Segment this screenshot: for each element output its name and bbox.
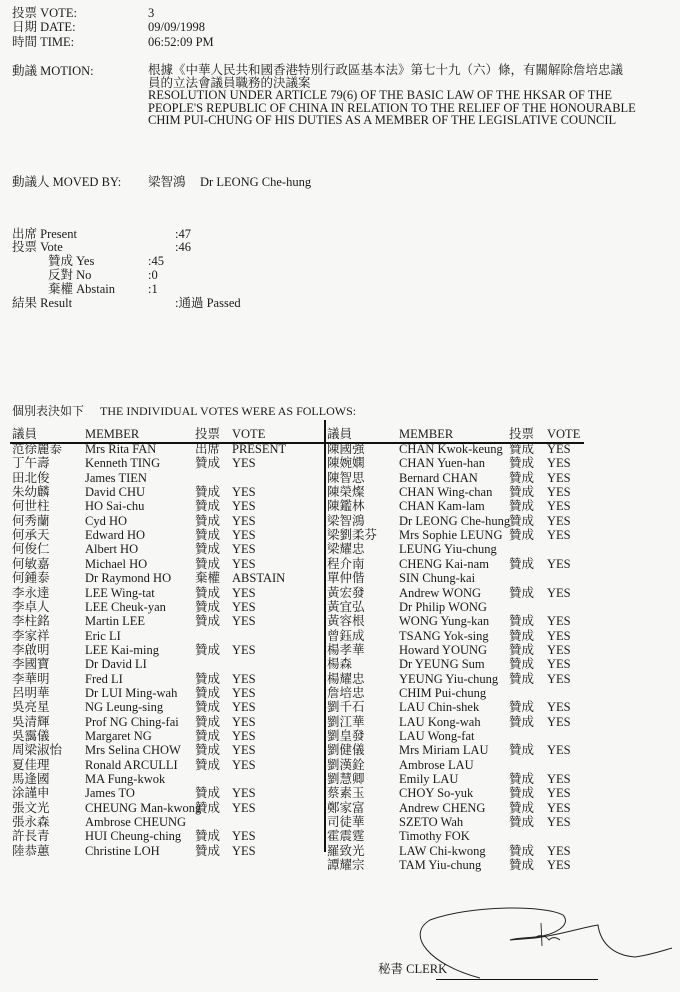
mover-name-cn: 梁智鴻 [148, 175, 186, 189]
member-name-cn: 黃容根 [327, 614, 365, 629]
member-name-en: CHENG Kai-nam [399, 556, 489, 571]
vote-value-en: YES [232, 671, 256, 686]
member-name-en: Dr Raymond HO [85, 571, 172, 586]
motion-line: 員的立法會議員職務的決議案 [148, 75, 311, 90]
vote-value-cn: 贊成 [509, 456, 535, 471]
member-name-en: SIN Chung-kai [399, 571, 476, 586]
col-header-member-en: MEMBER [85, 427, 140, 441]
member-name-en: Howard YOUNG [399, 642, 488, 657]
vote-value-en: YES [232, 556, 256, 571]
vote-value-en: YES [232, 528, 256, 543]
col-header-vote-cn: 投票 [195, 427, 221, 441]
member-name-en: Michael HO [85, 556, 148, 571]
member-name-cn: 劉健儀 [327, 743, 365, 758]
member-name-cn: 陳榮燦 [327, 485, 365, 500]
member-name-en: Andrew CHENG [399, 800, 486, 815]
member-name-cn: 單仲偕 [327, 571, 365, 586]
motion-label: 動議 MOTION: [12, 64, 94, 78]
vote-value-cn: 贊成 [195, 513, 221, 528]
vote-number-label: 投票 VOTE: [12, 6, 77, 20]
vote-value-cn: 贊成 [195, 714, 221, 729]
member-name-cn: 何承天 [12, 528, 50, 543]
member-name-cn: 何世柱 [12, 499, 50, 514]
vote-value-en: YES [547, 485, 571, 500]
member-name-cn: 劉漢銓 [327, 757, 365, 772]
vote-value-cn: 贊成 [509, 614, 535, 629]
vote-value-cn: 贊成 [195, 729, 221, 743]
vote-value-en: YES [547, 442, 571, 456]
member-name-cn: 涂謹申 [12, 786, 50, 801]
member-name-cn: 吳清輝 [12, 714, 50, 729]
vote-value-en: YES [232, 585, 256, 600]
vote-value-en: YES [232, 542, 256, 557]
member-name-cn: 黃宜弘 [327, 599, 365, 614]
abstain-label: 棄權 Abstain [48, 282, 116, 296]
member-name-en: YEUNG Yiu-chung [399, 671, 499, 686]
member-name-en: LAU Chin-shek [399, 700, 480, 715]
member-name-en: Ronald ARCULLI [85, 757, 178, 772]
member-name-cn: 陳國強 [327, 442, 365, 456]
member-name-cn: 鄭家富 [327, 800, 365, 815]
vote-value-en: YES [232, 714, 256, 729]
member-name-cn: 田北俊 [12, 470, 50, 485]
member-name-en: LAU Wong-fat [399, 729, 475, 743]
member-name-cn: 李國寶 [12, 657, 50, 672]
member-name-cn: 司徒華 [327, 815, 365, 830]
vote-value-cn: 贊成 [195, 671, 221, 686]
vote-value-en: YES [232, 700, 256, 715]
member-name-en: LAU Kong-wah [399, 714, 481, 729]
member-name-cn: 程介南 [327, 556, 365, 571]
member-name-cn: 李柱銘 [12, 614, 50, 629]
vote-value-cn: 贊成 [195, 585, 221, 600]
date-label: 日期 DATE: [12, 20, 76, 34]
member-name-en: Dr LUI Ming-wah [85, 685, 178, 700]
col-header-vote-en: VOTE [547, 427, 581, 441]
abstain-value: :1 [148, 282, 158, 296]
member-name-en: LEUNG Yiu-chung [399, 542, 497, 557]
yes-label: 贊成 Yes [48, 254, 95, 268]
vote-value-en: YES [547, 470, 571, 485]
member-name-cn: 李家祥 [12, 628, 50, 643]
member-name-cn: 周梁淑怡 [12, 743, 63, 758]
member-name-cn: 楊耀忠 [327, 671, 365, 686]
yes-value: :45 [148, 254, 164, 268]
result-value: :通過 Passed [175, 296, 241, 310]
vote-count-label: 投票 Vote [12, 240, 63, 254]
member-name-en: CHAN Kwok-keung [399, 442, 503, 456]
member-name-en: Christine LOH [85, 843, 160, 858]
vote-value-cn: 贊成 [195, 743, 221, 758]
member-name-cn: 張永森 [12, 815, 50, 830]
motion-line: PEOPLE'S REPUBLIC OF CHINA IN RELATION TO THE RELIEF OF THE HONOURABLE [148, 100, 636, 115]
vote-value-en: YES [232, 829, 256, 844]
vote-value-en: YES [232, 786, 256, 801]
member-name-en: David CHU [85, 485, 146, 500]
member-name-cn: 范徐麗泰 [12, 442, 63, 456]
vote-value-cn: 贊成 [195, 485, 221, 500]
vote-value-cn: 棄權 [195, 571, 221, 586]
member-name-en: James TO [85, 786, 135, 801]
member-name-en: James TIEN [85, 470, 147, 485]
motion-line: 根據《中華人民共和國香港特別行政區基本法》第七十九（六）條，有關解除詹培忠議 [148, 63, 624, 77]
vote-value-en: YES [232, 456, 256, 471]
member-name-en: Kenneth TING [85, 456, 161, 471]
vote-value-en: YES [547, 743, 571, 758]
vote-value-cn: 贊成 [509, 671, 535, 686]
member-name-en: Timothy FOK [399, 829, 470, 844]
present-value: :47 [175, 227, 191, 241]
table-heading-en: THE INDIVIDUAL VOTES WERE AS FOLLOWS: [100, 404, 357, 418]
member-name-en: Dr YEUNG Sum [399, 657, 485, 672]
member-name-cn: 陸恭蕙 [12, 843, 50, 858]
vote-value-en: YES [547, 528, 571, 543]
member-name-en: Mrs Miriam LAU [399, 743, 489, 758]
vote-value-en: YES [547, 513, 571, 528]
vote-value-en: YES [547, 499, 571, 514]
member-name-cn: 朱幼麟 [12, 485, 50, 500]
member-name-cn: 劉皇發 [327, 729, 365, 743]
vote-value-cn: 贊成 [509, 528, 535, 543]
member-name-en: Cyd HO [85, 513, 128, 528]
member-name-en: Dr David LI [85, 657, 147, 672]
member-name-cn: 李華明 [12, 671, 50, 686]
vote-value-cn: 贊成 [509, 499, 535, 514]
table-heading-cn: 個別表決如下 [12, 404, 85, 418]
vote-value-en: PRESENT [232, 442, 287, 456]
member-name-en: Emily LAU [399, 772, 459, 787]
member-name-en: SZETO Wah [399, 815, 464, 830]
vote-value-cn: 贊成 [195, 614, 221, 629]
member-name-cn: 馬逢國 [12, 772, 50, 787]
member-name-cn: 吳靄儀 [12, 729, 50, 743]
vote-value-cn: 出席 [195, 442, 221, 456]
member-name-en: WONG Yung-kan [399, 614, 490, 629]
vote-value-cn: 贊成 [509, 743, 535, 758]
member-name-cn: 楊森 [327, 657, 353, 672]
member-name-cn: 梁耀忠 [327, 542, 365, 557]
vote-value-en: YES [232, 599, 256, 614]
vote-value-en: YES [547, 628, 571, 643]
member-name-cn: 李永達 [12, 585, 50, 600]
member-name-en: LEE Cheuk-yan [85, 599, 166, 614]
member-name-cn: 許長青 [12, 829, 50, 844]
member-name-en: Ambrose LAU [399, 757, 474, 772]
member-name-en: CHEUNG Man-kwong [85, 800, 202, 815]
vote-value-en: YES [547, 456, 571, 471]
vote-number-value: 3 [148, 6, 155, 20]
member-name-en: Fred LI [85, 671, 123, 686]
member-name-cn: 何鍾泰 [12, 571, 50, 586]
member-name-en: LAW Chi-kwong [399, 843, 486, 858]
vote-value-cn: 贊成 [509, 772, 535, 787]
member-name-en: Eric LI [85, 628, 121, 643]
member-name-en: Mrs Selina CHOW [85, 743, 181, 758]
member-name-cn: 吳亮星 [12, 700, 50, 715]
vote-value-cn: 贊成 [195, 456, 221, 471]
vote-value-en: ABSTAIN [232, 571, 286, 586]
vote-count-value: :46 [175, 240, 191, 254]
vote-value-cn: 贊成 [195, 843, 221, 858]
member-name-cn: 丁午壽 [12, 456, 50, 471]
member-name-cn: 夏佳理 [12, 757, 50, 772]
vote-value-cn: 贊成 [509, 642, 535, 657]
member-name-en: Albert HO [85, 542, 139, 557]
member-name-en: Dr LEONG Che-hung [399, 513, 511, 528]
vote-value-cn: 贊成 [509, 470, 535, 485]
vote-value-en: YES [547, 556, 571, 571]
vote-value-cn: 贊成 [195, 556, 221, 571]
time-label: 時間 TIME: [12, 35, 75, 49]
member-name-cn: 詹培忠 [327, 685, 365, 700]
vote-value-cn: 贊成 [195, 642, 221, 657]
member-name-cn: 何敏嘉 [12, 556, 50, 571]
vote-value-cn: 贊成 [509, 485, 535, 500]
vote-value-en: YES [547, 714, 571, 729]
member-name-en: LEE Kai-ming [85, 642, 159, 657]
vote-value-en: YES [547, 800, 571, 815]
vote-value-cn: 贊成 [195, 542, 221, 557]
vote-value-en: YES [232, 800, 256, 815]
clerk-signature-line [436, 979, 598, 980]
member-name-cn: 梁智鴻 [327, 513, 365, 528]
vote-value-en: YES [232, 685, 256, 700]
vote-value-en: YES [232, 614, 256, 629]
vote-value-cn: 贊成 [195, 700, 221, 715]
vote-value-en: YES [547, 815, 571, 830]
vote-value-en: YES [547, 614, 571, 629]
vote-value-cn: 贊成 [509, 585, 535, 600]
vote-value-cn: 贊成 [195, 786, 221, 801]
clerk-label: 秘書 CLERK [378, 962, 448, 976]
vote-value-en: YES [232, 843, 256, 858]
vote-value-cn: 贊成 [195, 499, 221, 514]
vote-value-cn: 贊成 [509, 815, 535, 830]
member-name-cn: 羅致光 [327, 843, 365, 858]
member-name-cn: 呂明華 [12, 685, 50, 700]
member-name-cn: 蔡素玉 [327, 786, 365, 801]
member-name-cn: 黃宏發 [327, 585, 365, 600]
member-name-en: Ambrose CHEUNG [85, 815, 187, 830]
vote-value-cn: 贊成 [509, 628, 535, 643]
member-name-cn: 劉慧卿 [327, 772, 365, 787]
col-header-member-en: MEMBER [399, 427, 454, 441]
member-name-en: MA Fung-kwok [85, 772, 166, 787]
moved-by-label: 動議人 MOVED BY: [12, 175, 122, 189]
member-name-en: TAM Yiu-chung [399, 858, 482, 873]
member-name-en: CHAN Kam-lam [399, 499, 485, 514]
vote-value-cn: 贊成 [195, 685, 221, 700]
member-name-cn: 劉江華 [327, 714, 365, 729]
vote-value-cn: 贊成 [509, 657, 535, 672]
motion-line: RESOLUTION UNDER ARTICLE 79(6) OF THE BASIC LAW OF THE HKSAR OF THE [148, 88, 613, 103]
member-name-en: Prof NG Ching-fai [85, 714, 179, 729]
time-value: 06:52:09 PM [148, 35, 214, 49]
member-name-en: Edward HO [85, 528, 146, 543]
vote-value-en: YES [232, 513, 256, 528]
vote-value-cn: 贊成 [509, 556, 535, 571]
vote-value-en: YES [547, 772, 571, 787]
vote-value-en: YES [547, 858, 571, 873]
vote-value-cn: 贊成 [509, 700, 535, 715]
vote-value-cn: 贊成 [195, 528, 221, 543]
member-name-en: Mrs Sophie LEUNG [399, 528, 503, 543]
vote-value-en: YES [232, 499, 256, 514]
vote-value-cn: 贊成 [509, 513, 535, 528]
member-name-en: Mrs Rita FAN [85, 442, 157, 456]
member-name-cn: 譚耀宗 [327, 858, 365, 873]
member-name-en: Martin LEE [85, 614, 146, 629]
vote-value-en: YES [547, 786, 571, 801]
present-label: 出席 Present [12, 227, 77, 241]
member-name-cn: 李啟明 [12, 642, 50, 657]
vote-value-cn: 贊成 [509, 786, 535, 801]
no-label: 反對 No [48, 268, 92, 282]
member-name-en: Margaret NG [85, 729, 152, 743]
vote-value-cn: 贊成 [195, 800, 221, 815]
vote-value-en: YES [232, 729, 256, 743]
vote-value-cn: 贊成 [509, 858, 535, 873]
vote-value-cn: 贊成 [509, 843, 535, 858]
vote-value-en: YES [547, 657, 571, 672]
member-name-en: Bernard CHAN [399, 470, 478, 485]
member-name-cn: 何俊仁 [12, 542, 50, 557]
vote-value-cn: 贊成 [195, 829, 221, 844]
motion-line: CHIM PUI-CHUNG OF HIS DUTIES AS A MEMBER OF THE LEGISLATIVE COUNCIL [148, 113, 617, 128]
member-name-en: HUI Cheung-ching [85, 829, 182, 844]
vote-value-en: YES [232, 743, 256, 758]
result-label: 結果 Result [12, 296, 73, 310]
vote-value-en: YES [547, 642, 571, 657]
member-name-en: NG Leung-sing [85, 700, 164, 715]
vote-value-cn: 贊成 [509, 800, 535, 815]
col-header-member-cn: 議員 [327, 427, 353, 441]
member-name-cn: 何秀蘭 [12, 513, 50, 528]
vote-value-cn: 贊成 [509, 714, 535, 729]
no-value: :0 [148, 268, 158, 282]
col-header-vote-cn: 投票 [509, 427, 535, 441]
date-value: 09/09/1998 [148, 20, 205, 34]
member-name-en: CHIM Pui-chung [399, 685, 487, 700]
mover-name-en: Dr LEONG Che-hung [200, 175, 312, 189]
member-name-en: CHAN Yuen-han [399, 456, 485, 471]
member-name-en: CHOY So-yuk [399, 786, 474, 801]
member-name-cn: 李卓人 [12, 599, 50, 614]
vote-value-en: YES [232, 642, 256, 657]
member-name-en: HO Sai-chu [85, 499, 145, 514]
member-name-cn: 張文光 [12, 800, 50, 815]
vote-value-en: YES [232, 485, 256, 500]
member-name-en: TSANG Yok-sing [399, 628, 489, 643]
member-name-en: Dr Philip WONG [399, 599, 487, 614]
vote-value-cn: 贊成 [195, 599, 221, 614]
member-name-cn: 梁劉柔芬 [327, 528, 378, 543]
member-name-cn: 霍震霆 [327, 829, 365, 844]
member-name-cn: 楊孝華 [327, 642, 365, 657]
member-name-cn: 陳鑑林 [327, 499, 365, 514]
member-name-cn: 陳婉嫻 [327, 456, 365, 471]
member-name-en: LEE Wing-tat [85, 585, 155, 600]
member-name-en: Andrew WONG [399, 585, 482, 600]
member-name-en: CHAN Wing-chan [399, 485, 493, 500]
member-name-cn: 曾鈺成 [327, 628, 365, 643]
vote-value-en: YES [547, 700, 571, 715]
vote-value-cn: 贊成 [195, 757, 221, 772]
vote-value-en: YES [232, 757, 256, 772]
vote-value-en: YES [547, 671, 571, 686]
member-name-cn: 劉千石 [327, 700, 365, 715]
vote-value-cn: 贊成 [509, 442, 535, 456]
col-header-vote-en: VOTE [232, 427, 266, 441]
col-header-member-cn: 議員 [12, 427, 38, 441]
member-name-cn: 陳智思 [327, 470, 365, 485]
vote-value-en: YES [547, 843, 571, 858]
vote-value-en: YES [547, 585, 571, 600]
